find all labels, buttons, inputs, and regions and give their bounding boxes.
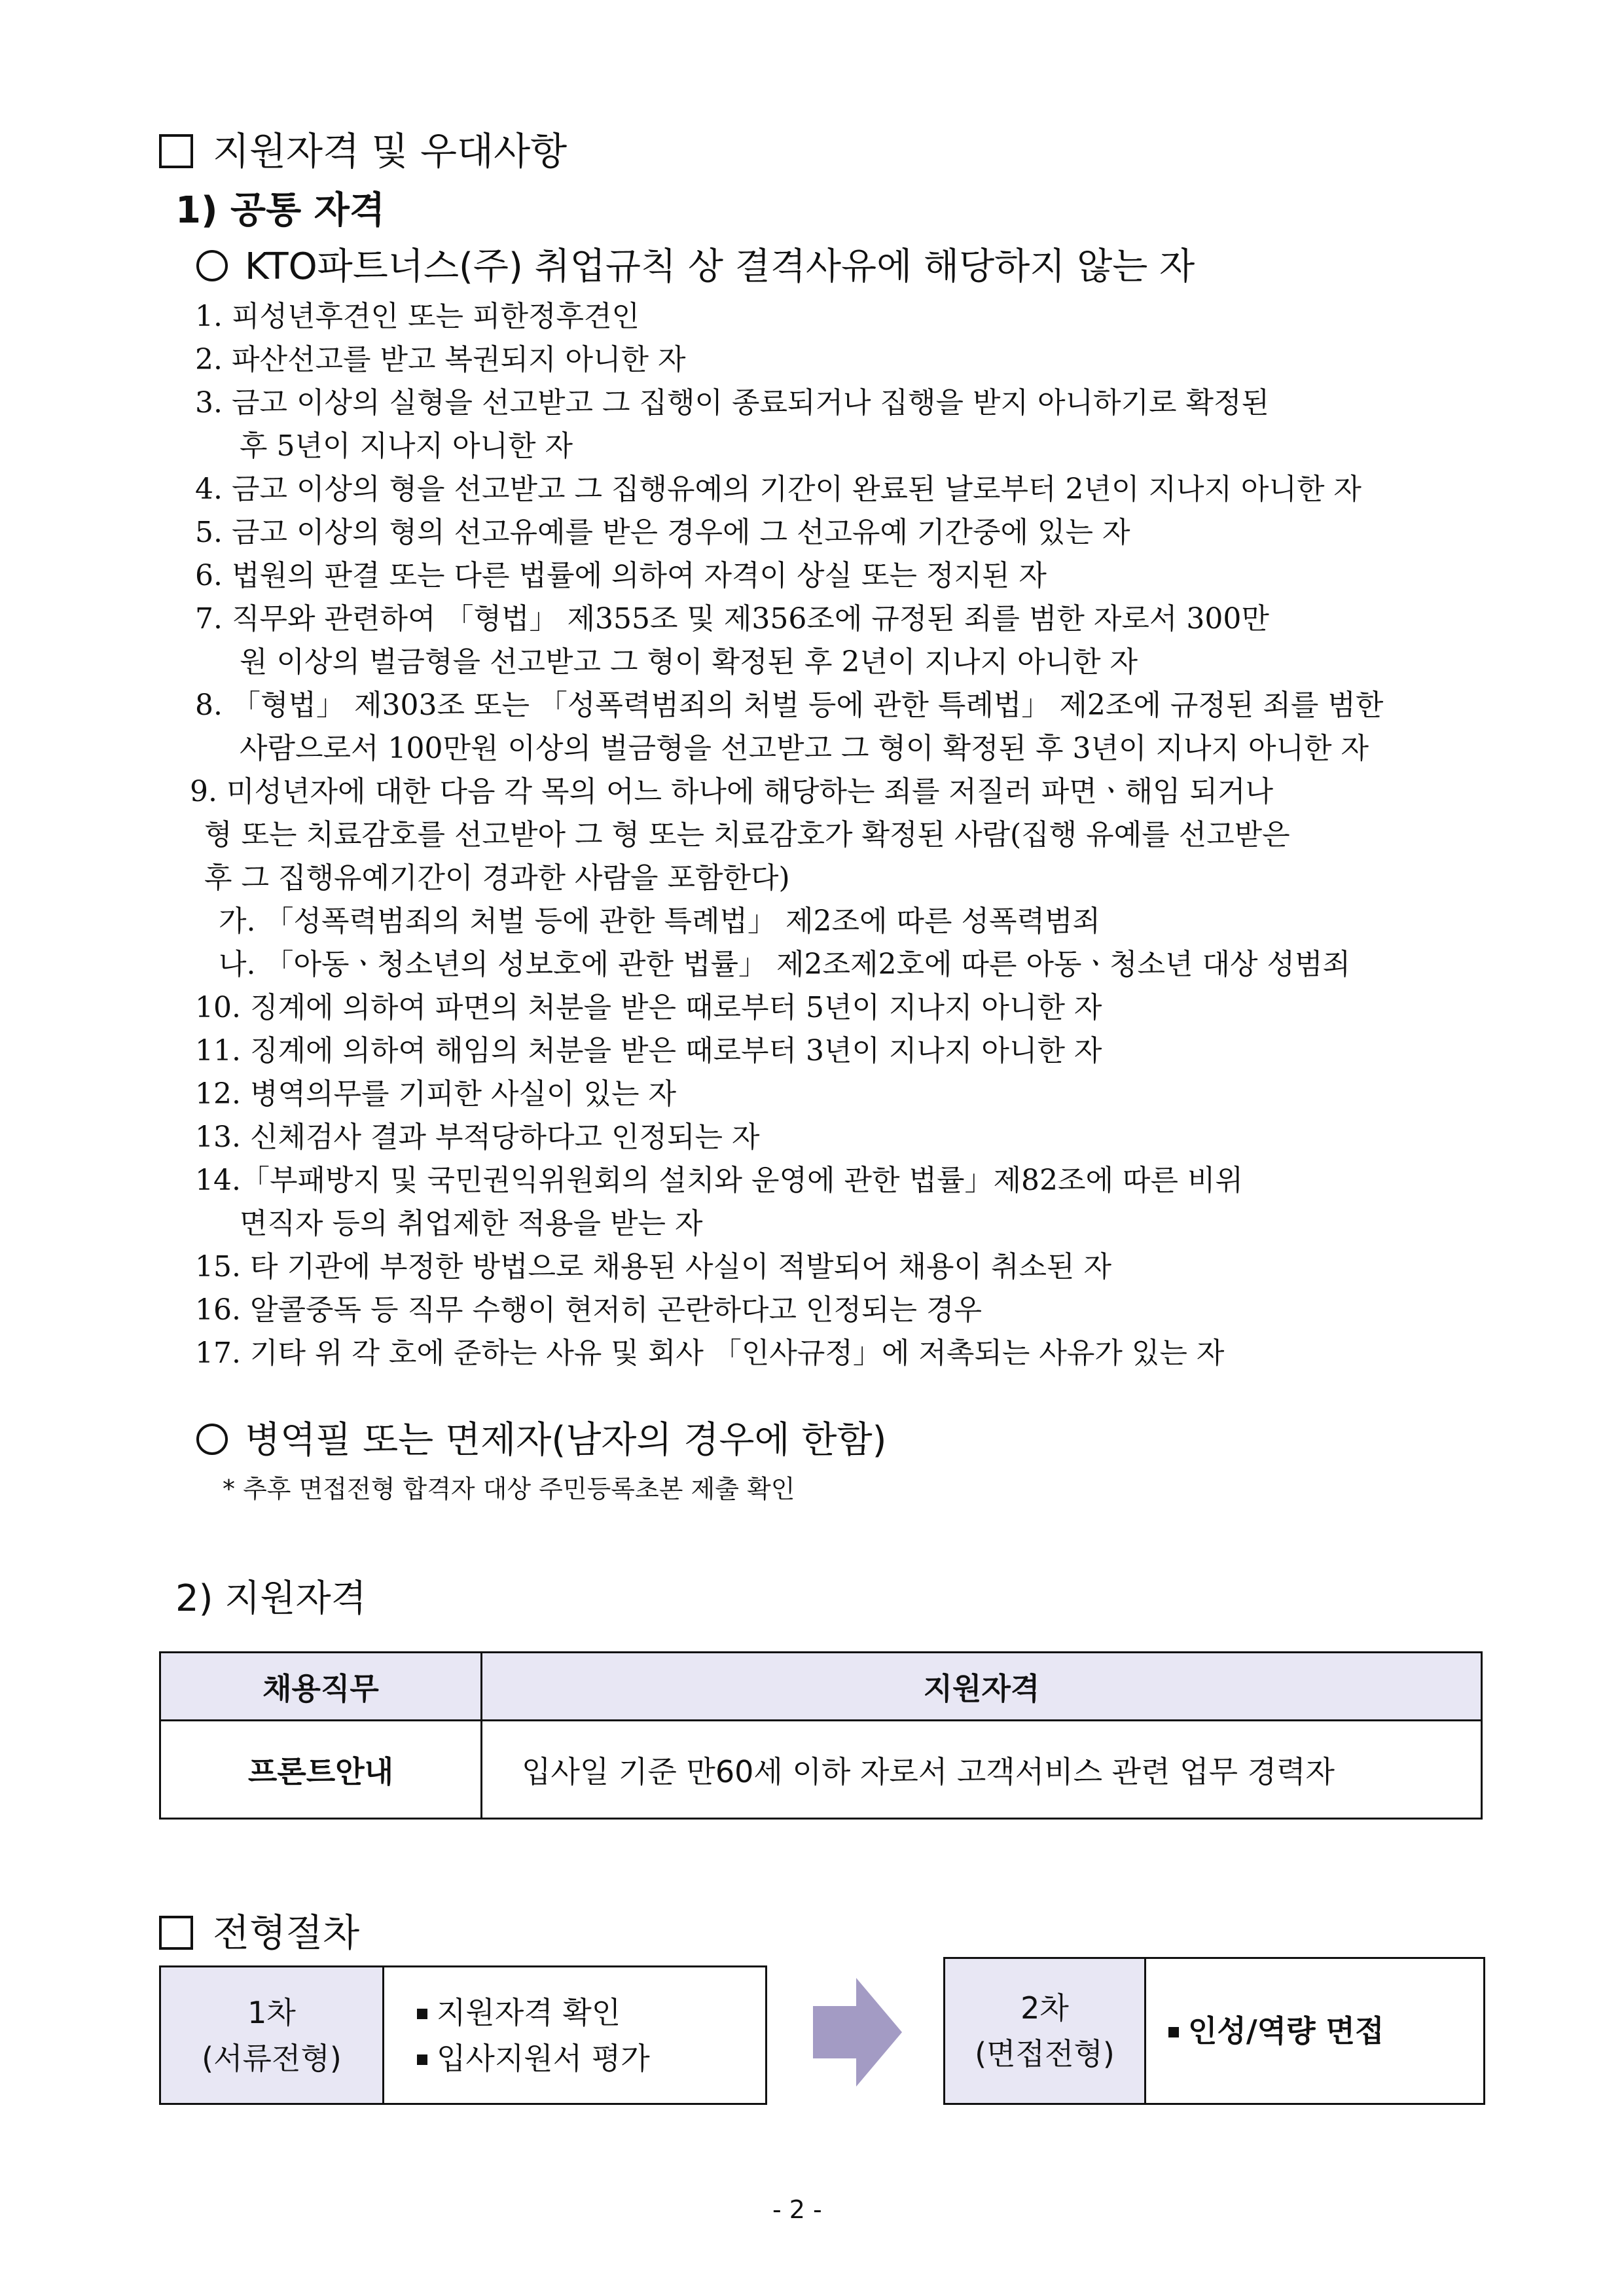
process-stage-1 [159,1965,767,2105]
table-header-cell: 채용직무 [160,1653,482,1721]
note-text: * 추후 면접전형 합격자 대상 주민등록초본 제출 확인 [223,1475,795,1503]
circle-item-disqualification [196,238,1195,290]
stage-label [945,1959,1146,2103]
stage-number: 1차 [247,1994,296,2030]
section-title-text: 지원자격 및 우대사항 [213,129,568,173]
list-item: 7. 직무와 관련하여 「형법」 제355조 및 제356조에 규정된 죄를 범한 자로서 300만 [195,602,1269,636]
stage-number: 2차 [1020,1990,1069,2026]
circle-bullet-icon [196,1424,228,1455]
list-item-continuation: 후 5년이 지나지 아니한 자 [240,429,573,463]
list-item: 13. 신체검사 결과 부적당하다고 인정되는 자 [195,1121,760,1154]
section-title-qualifications [159,120,567,175]
table-row [160,1721,1482,1819]
square-bullet-icon [417,2054,427,2065]
square-bullet-icon [159,1916,193,1950]
list-item: 8. 「형법」 제303조 또는 「성폭력범죄의 처벌 등에 관한 특례법」 제2조에 규정된 죄를 범한 [195,689,1384,722]
square-bullet-icon [159,134,193,168]
list-item-continuation: 형 또는 치료감호를 선고받아 그 형 또는 치료감호가 확정된 사람(집행 유예를 선고받은 [204,818,1290,852]
list-item: 14.「부패방지 및 국민권익위원회의 설치와 운영에 관한 법률」제82조에 따른 비위 [195,1164,1243,1197]
qualification-table [159,1651,1483,1820]
list-item-continuation: 원 이상의 벌금형을 선고받고 그 형이 확정된 후 2년이 지나지 아니한 자 [240,645,1138,679]
table-header-row [160,1653,1482,1721]
page-number: - 2 - [772,2195,822,2224]
list-item: 10. 징계에 의하여 파면의 처분을 받은 때로부터 5년이 지나지 아니한 자 [195,991,1102,1024]
section-title-text: 전형절차 [213,1910,360,1955]
table-header-cell: 지원자격 [482,1653,1482,1721]
stage-type: (서류전형) [202,2040,342,2076]
list-subitem: 가. 「성폭력범죄의 처벌 등에 관한 특례법」 제2조에 따른 성폭력범죄 [219,905,1100,938]
list-item: 9. 미성년자에 대한 다음 각 목의 어느 하나에 해당하는 죄를 저질러 파면ㆍ해임 되거나 [190,775,1273,808]
stage-label [161,1967,384,2103]
stage-item [1168,2008,1384,2054]
subsection-heading-qualification: 2) 지원자격 [175,1577,367,1620]
list-item: 11. 징계에 의하여 해임의 처분을 받은 때로부터 3년이 지나지 아니한 자 [195,1034,1102,1067]
list-item: 5. 금고 이상의 형의 선고유예를 받은 경우에 그 선고유예 기간중에 있는 자 [195,516,1130,549]
table-cell-qualification: 입사일 기준 만60세 이하 자로서 고객서비스 관련 업무 경력자 [482,1721,1482,1819]
list-item: 2. 파산선고를 받고 복권되지 아니한 자 [195,343,686,376]
stage-item-text: 입사지원서 평가 [437,2040,650,2076]
subsection-heading-common: 1) 공통 자격 [175,189,385,232]
circle-bullet-icon [196,250,228,281]
list-item: 16. 알콜중독 등 직무 수행이 현저히 곤란하다고 인정되는 경우 [195,1293,982,1327]
stage-items [1146,1959,1384,2103]
table-cell-job: 프론트안내 [160,1721,482,1819]
list-item: 12. 병역의무를 기피한 사실이 있는 자 [195,1077,676,1111]
circle-item-text: 병역필 또는 면제자(남자의 경우에 한함) [245,1419,887,1462]
stage-item-text: 인성/역량 면접 [1188,2013,1384,2049]
list-item: 6. 법원의 판결 또는 다른 법률에 의하여 자격이 상실 또는 정지된 자 [195,559,1047,592]
list-item: 3. 금고 이상의 실형을 선고받고 그 집행이 종료되거나 집행을 받지 아니하기로 확정된 [195,386,1269,420]
circle-item-military [196,1411,886,1463]
list-item: 1. 피성년후견인 또는 피한정후견인 [195,300,640,333]
stage-items [384,1967,650,2103]
stage-type: (면접전형) [975,2036,1115,2072]
list-item: 4. 금고 이상의 형을 선고받고 그 집행유예의 기간이 완료된 날로부터 2년이 지나지 아니한 자 [195,473,1362,506]
process-stage-2 [943,1957,1485,2105]
stage-item [417,1990,650,2036]
right-arrow-icon [812,1977,903,2088]
list-item: 17. 기타 위 각 호에 준하는 사유 및 회사 「인사규정」에 저촉되는 사유가 있는 자 [195,1336,1225,1370]
list-item-continuation: 후 그 집행유예기간이 경과한 사람을 포함한다) [204,861,790,895]
stage-item-text: 지원자격 확인 [437,1994,621,2030]
square-bullet-icon [1168,2027,1179,2037]
stage-item [417,2036,650,2081]
square-bullet-icon [417,2009,427,2019]
circle-item-text: KTO파트너스(주) 취업규칙 상 결격사유에 해당하지 않는 자 [245,245,1195,288]
section-title-process [159,1902,359,1957]
list-subitem: 나. 「아동ㆍ청소년의 성보호에 관한 법률」 제2조제2호에 따른 아동ㆍ청소년 대상 성범죄 [219,948,1350,981]
list-item: 15. 타 기관에 부정한 방법으로 채용된 사실이 적발되어 채용이 취소된 자 [195,1250,1111,1283]
list-item-continuation: 사람으로서 100만원 이상의 벌금형을 선고받고 그 형이 확정된 후 3년이 지나지 아니한 자 [240,732,1369,765]
list-item-continuation: 면직자 등의 취업제한 적용을 받는 자 [240,1207,703,1240]
